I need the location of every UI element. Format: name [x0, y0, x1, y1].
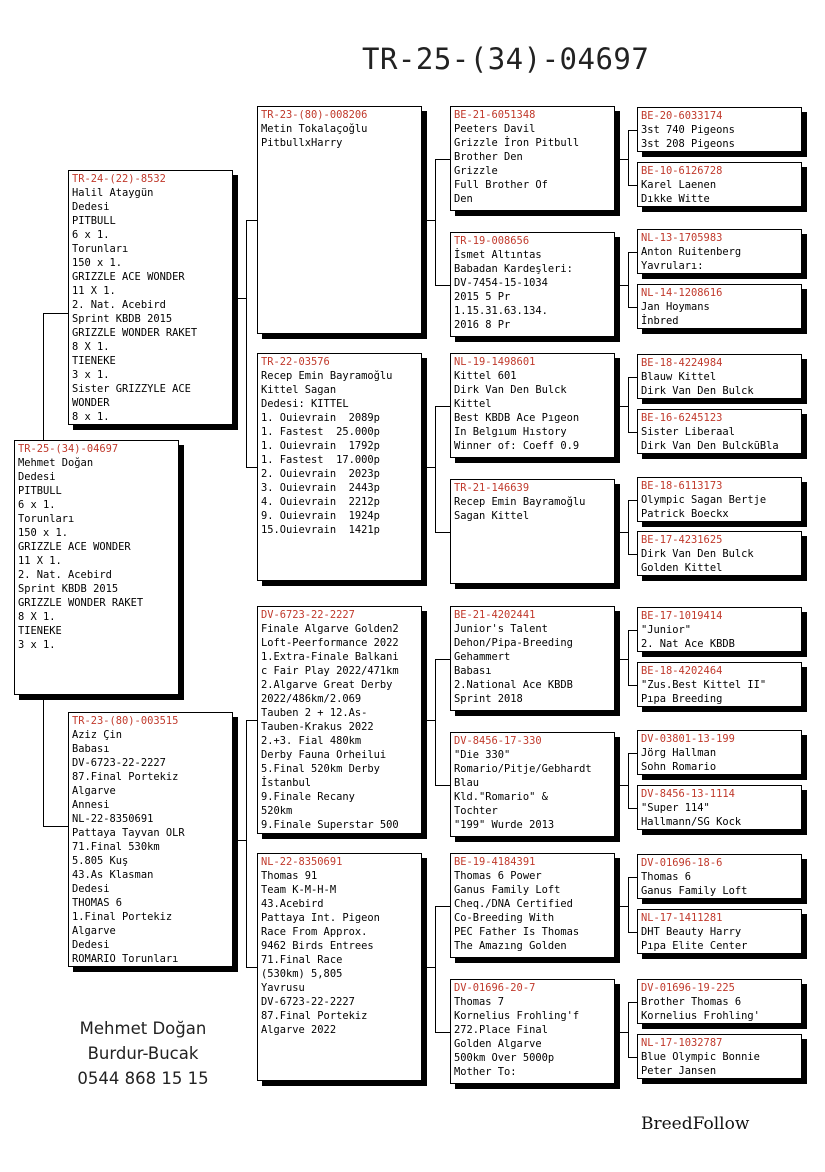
connector-segment [435, 159, 450, 160]
pedigree-box [257, 106, 422, 334]
pedigree-line: Algarve [72, 925, 116, 937]
pedigree-line: Grizzle [454, 165, 498, 177]
pedigree-line: Yavrusu [261, 982, 305, 994]
pedigree-line: Dedesi [18, 471, 56, 483]
pedigree-box [637, 477, 802, 522]
connector-segment [435, 285, 450, 286]
pedigree-line: Sprint KBDB 2015 [72, 313, 173, 325]
pedigree-line: Recep Emin Bayramoğlu [261, 370, 393, 382]
pedigree-line: 2015 5 Pr [454, 291, 511, 303]
pedigree-line: Loft-Peerformance 2022 [261, 637, 399, 649]
connector-segment [620, 1032, 628, 1033]
connector-segment [620, 532, 628, 533]
pedigree-line: 15.Ouievrain 1421p [261, 524, 380, 536]
pedigree-line: Blue Olympic Bonnie [641, 1051, 760, 1063]
ring-number: DV-03801-13-199 [641, 733, 735, 745]
pedigree-line: Babası [454, 665, 492, 677]
connector-segment [628, 877, 629, 933]
pedigree-line: 8 X 1. [72, 341, 110, 353]
connector-segment [620, 785, 628, 786]
pedigree-line: Peeters Davil [454, 123, 536, 135]
pedigree-line: 150 x 1. [72, 257, 123, 269]
pedigree-line: Hallmann/SG Kock [641, 816, 742, 828]
ring-number: DV-6723-22-2227 [261, 609, 355, 621]
connector-segment [628, 877, 637, 878]
pedigree-line: 87.Final Portekiz [261, 1010, 368, 1022]
connector-segment [43, 313, 44, 440]
ring-number: TR-24-(22)-8532 [72, 173, 166, 185]
ring-number: BE-16-6245123 [641, 412, 723, 424]
ring-number: DV-01696-20-7 [454, 982, 536, 994]
pedigree-line: The Amazıng Golden [454, 940, 567, 952]
pedigree-line: Pıpa Elite Center [641, 940, 748, 952]
connector-segment [628, 130, 637, 131]
ring-number: DV-8456-17-330 [454, 735, 542, 747]
pedigree-line: 2. Ouievrain 2023p [261, 468, 380, 480]
pedigree-line: Jan Hoymans [641, 301, 710, 313]
pedigree-line: 272.Place Final [454, 1024, 548, 1036]
pedigree-line: Full Brother Of [454, 179, 548, 191]
pedigree-box [450, 732, 615, 837]
pedigree-line: Grizzle İron Pitbull [454, 137, 580, 149]
connector-segment [43, 695, 44, 827]
pedigree-line: Kittel 601 [454, 370, 517, 382]
pedigree-line: Derby Fauna Orheilui [261, 749, 387, 761]
pedigree-line: 1.Final Portekiz [72, 911, 173, 923]
connector-segment [628, 753, 637, 754]
pedigree-line: "199" Wurde 2013 [454, 819, 555, 831]
pedigree-line: 3 x 1. [18, 639, 56, 651]
connector-segment [628, 432, 637, 433]
pedigree-line: Brother Den [454, 151, 523, 163]
connector-segment [246, 220, 247, 468]
pedigree-line: Torunları [72, 243, 129, 255]
pedigree-line: Metin Tokalaçoğlu [261, 123, 368, 135]
pedigree-box [68, 712, 233, 967]
pedigree-line: 43.Acebird [261, 898, 324, 910]
ring-number: NL-22-8350691 [261, 856, 343, 868]
pedigree-line: 3. Ouievrain 2443p [261, 482, 380, 494]
pedigree-line: 8 x 1. [72, 411, 110, 423]
pedigree-line: Dıkke Witte [641, 193, 710, 205]
connector-segment [246, 467, 257, 468]
pedigree-line: TIENEKE [18, 625, 62, 637]
ring-number: DV-8456-13-1114 [641, 788, 735, 800]
pedigree-line: Annesi [72, 799, 110, 811]
connector-segment [628, 377, 637, 378]
pedigree-line: c Fair Play 2022/471km [261, 665, 399, 677]
connector-segment [246, 967, 257, 968]
pedigree-line: 11 X 1. [18, 555, 62, 567]
connector-segment [435, 659, 450, 660]
pedigree-line: Dedesi: KITTEL [261, 398, 349, 410]
pedigree-line: 6 x 1. [72, 229, 110, 241]
owner-contact [68, 1016, 218, 1091]
pedigree-title: TR-25-(34)-04697 [362, 42, 650, 76]
ring-number: NL-17-1032787 [641, 1037, 723, 1049]
ring-number: TR-23-(80)-008206 [261, 109, 368, 121]
pedigree-line: Mother To: [454, 1066, 517, 1078]
connector-segment [435, 532, 450, 533]
pedigree-box [450, 853, 615, 958]
connector-segment [620, 159, 628, 160]
pedigree-line: Ganus Family Loft [454, 884, 561, 896]
pedigree-line: Blauw Kittel [641, 371, 717, 383]
pedigree-box [257, 606, 422, 834]
pedigree-line: 1.Extra-Finale Balkani [261, 651, 399, 663]
pedigree-line: Sohn Romario [641, 761, 717, 773]
pedigree-line: Dirk Van Den Bulck [641, 548, 754, 560]
ring-number: NL-19-1498601 [454, 356, 536, 368]
pedigree-line: PITBULL [72, 215, 116, 227]
connector-segment [435, 906, 450, 907]
pedigree-line: Dedesi [72, 883, 110, 895]
pedigree-line: "Zus.Best Kittel II" [641, 679, 767, 691]
pedigree-line: 9.Finale Recany [261, 791, 355, 803]
pedigree-line: THOMAS 6 [72, 897, 123, 909]
pedigree-line: Pattaya Tayvan OLR [72, 827, 185, 839]
pedigree-line: Mehmet Doğan [18, 457, 94, 469]
pedigree-box [637, 979, 802, 1024]
connector-segment [628, 500, 637, 501]
pedigree-box [68, 170, 233, 425]
pedigree-box [450, 232, 615, 337]
connector-segment [427, 967, 435, 968]
pedigree-box [450, 353, 615, 458]
pedigree-line: In Belgıum Hıstory [454, 426, 567, 438]
pedigree-line: 87.Final Portekiz [72, 771, 179, 783]
connector-segment [427, 467, 435, 468]
pedigree-line: "Super 114" [641, 802, 710, 814]
connector-segment [435, 1032, 450, 1033]
owner-phone: 0544 868 15 15 [77, 1069, 209, 1088]
pedigree-line: Den [454, 193, 473, 205]
ring-number: BE-18-4202464 [641, 665, 723, 677]
pedigree-line: Tauben-Krakus 2022 [261, 721, 374, 733]
pedigree-line: 2. Nat Ace KBDB [641, 638, 735, 650]
pedigree-box [450, 106, 615, 211]
connector-segment [427, 220, 435, 221]
pedigree-line: Team K-M-H-M [261, 884, 337, 896]
pedigree-line: DV-7454-15-1034 [454, 277, 548, 289]
connector-segment [628, 808, 637, 809]
pedigree-line: Sprint 2018 [454, 693, 523, 705]
pedigree-line: Pıpa Breeding [641, 693, 723, 705]
pedigree-line: Kornelius Frohling' [641, 1010, 760, 1022]
owner-name: Mehmet Doğan [79, 1019, 207, 1038]
pedigree-box [637, 107, 802, 152]
pedigree-line: Dirk Van Den Bulck [454, 384, 567, 396]
connector-segment [628, 307, 637, 308]
connector-segment [435, 406, 436, 533]
pedigree-line: Sagan Kittel [454, 510, 530, 522]
connector-segment [43, 826, 68, 827]
pedigree-box [257, 853, 422, 1081]
ring-number: BE-18-6113173 [641, 480, 723, 492]
pedigree-line: Dirk Van Den BulckūBla [641, 440, 779, 452]
connector-segment [246, 720, 247, 968]
ring-number: BE-18-4224984 [641, 357, 723, 369]
owner-city: Burdur-Bucak [87, 1044, 199, 1063]
pedigree-line: 1. Ouievrain 2089p [261, 412, 380, 424]
connector-segment [435, 406, 450, 407]
pedigree-box [637, 730, 802, 775]
pedigree-box [637, 785, 802, 830]
pedigree-line: DV-6723-22-2227 [261, 996, 355, 1008]
pedigree-line: Tochter [454, 805, 498, 817]
pedigree-line: Ganus Family Loft [641, 885, 748, 897]
pedigree-line: Karel Laenen [641, 179, 717, 191]
connector-segment [628, 1057, 637, 1058]
connector-segment [427, 720, 435, 721]
pedigree-line: Golden Algarve [454, 1038, 542, 1050]
pedigree-line: GRIZZLE ACE WONDER [72, 271, 185, 283]
pedigree-line: Brother Thomas 6 [641, 996, 742, 1008]
pedigree-line: Kittel [454, 398, 492, 410]
pedigree-line: "Die 330" [454, 749, 511, 761]
pedigree-line: TIENEKE [72, 355, 116, 367]
pedigree-line: Thomas 6 [641, 871, 692, 883]
connector-segment [628, 130, 629, 186]
pedigree-box [450, 979, 615, 1084]
ring-number: TR-19-008656 [454, 235, 530, 247]
connector-segment [238, 840, 246, 841]
connector-segment [620, 406, 628, 407]
ring-number: BE-19-4184391 [454, 856, 536, 868]
pedigree-box [637, 909, 802, 954]
pedigree-line: Thomas 7 [454, 996, 505, 1008]
connector-segment [620, 659, 628, 660]
connector-segment [628, 554, 637, 555]
pedigree-line: GRIZZLE ACE WONDER [18, 541, 131, 553]
pedigree-line: Babası [72, 743, 110, 755]
pedigree-line: Dirk Van Den Bulck [641, 385, 754, 397]
pedigree-line: PitbullxHarry [261, 137, 343, 149]
pedigree-line: 9. Ouievrain 1924p [261, 510, 380, 522]
pedigree-line: 2.Algarve Great Derby [261, 679, 393, 691]
pedigree-line: Sprint KBDB 2015 [18, 583, 119, 595]
pedigree-line: 2016 8 Pr [454, 319, 511, 331]
connector-segment [246, 720, 257, 721]
pedigree-line: İstanbul [261, 777, 312, 789]
pedigree-line: Recep Emin Bayramoğlu [454, 496, 586, 508]
pedigree-line: Finale Algarve Golden2 [261, 623, 399, 635]
pedigree-line: 6 x 1. [18, 499, 56, 511]
ring-number: NL-14-1208616 [641, 287, 723, 299]
pedigree-line: Patrick Boeckx [641, 508, 729, 520]
pedigree-line: Kld."Romario" & [454, 791, 548, 803]
pedigree-box [637, 1034, 802, 1079]
connector-segment [628, 630, 637, 631]
pedigree-line: PEC Father Is Thomas [454, 926, 580, 938]
pedigree-line: 2022/486km/2.069 [261, 693, 362, 705]
ring-number: BE-21-4202441 [454, 609, 536, 621]
pedigree-box [257, 353, 422, 581]
connector-segment [628, 630, 629, 686]
ring-number: TR-21-146639 [454, 482, 530, 494]
ring-number: DV-01696-19-225 [641, 982, 735, 994]
connector-segment [628, 185, 637, 186]
connector-segment [435, 159, 436, 286]
pedigree-line: 520km [261, 805, 293, 817]
connector-segment [620, 906, 628, 907]
connector-segment [246, 220, 257, 221]
pedigree-line: 3st 740 Pigeons [641, 124, 735, 136]
pedigree-line: 2.+3. Fial 480km [261, 735, 362, 747]
ring-number: TR-25-(34)-04697 [18, 443, 119, 455]
pedigree-line: 71.Final 530km [72, 841, 160, 853]
pedigree-line: Halil Ataygün [72, 187, 154, 199]
pedigree-line: Romario/Pitje/Gebhardt [454, 763, 592, 775]
pedigree-line: 3 x 1. [72, 369, 110, 381]
pedigree-line: Sister GRIZZYLE ACE [72, 383, 191, 395]
pedigree-line: 2. Nat. Acebird [18, 569, 112, 581]
connector-segment [238, 298, 246, 299]
pedigree-line: Torunları [18, 513, 75, 525]
pedigree-line: 71.Final Race [261, 954, 343, 966]
ring-number: TR-22-03576 [261, 356, 330, 368]
connector-segment [435, 906, 436, 1033]
pedigree-line: 3st 208 Pigeons [641, 138, 735, 150]
ring-number: BE-17-1019414 [641, 610, 723, 622]
pedigree-line: İsmet Altıntas [454, 249, 542, 261]
pedigree-box [637, 284, 802, 329]
pedigree-line: DHT Beauty Harry [641, 926, 742, 938]
pedigree-line: İnbred [641, 315, 679, 327]
pedigree-box [637, 409, 802, 454]
pedigree-line: Thomas 6 Power [454, 870, 542, 882]
pedigree-line: Aziz Çin [72, 729, 123, 741]
pedigree-line: Pattaya Int. Pigeon [261, 912, 380, 924]
pedigree-line: Kittel Sagan [261, 384, 337, 396]
pedigree-line: GRIZZLE WONDER RAKET [72, 327, 198, 339]
connector-segment [628, 685, 637, 686]
ring-number: DV-01696-18-6 [641, 857, 723, 869]
pedigree-line: Dedesi [72, 939, 110, 951]
pedigree-line: 2. Nat. Acebird [72, 299, 166, 311]
pedigree-box [14, 440, 179, 695]
pedigree-line: 500km Over 5000p [454, 1052, 555, 1064]
pedigree-line: Junior's Talent [454, 623, 548, 635]
pedigree-line: Thomas 91 [261, 870, 318, 882]
pedigree-line: 11 X 1. [72, 285, 116, 297]
pedigree-line: Dedesi [72, 201, 110, 213]
pedigree-line: (530km) 5,805 [261, 968, 343, 980]
pedigree-box [637, 662, 802, 707]
connector-segment [628, 500, 629, 555]
connector-segment [628, 252, 637, 253]
connector-segment [628, 753, 629, 809]
connector-segment [628, 252, 629, 308]
ring-number: TR-23-(80)-003515 [72, 715, 179, 727]
pedigree-line: 8 X 1. [18, 611, 56, 623]
pedigree-line: 9.Finale Superstar 500 [261, 819, 399, 831]
pedigree-line: Jörg Hallman [641, 747, 717, 759]
pedigree-box [637, 354, 802, 399]
connector-segment [628, 1002, 629, 1058]
pedigree-line: 1.15.31.63.134. [454, 305, 548, 317]
pedigree-line: Gehammert [454, 651, 511, 663]
pedigree-box [637, 531, 802, 576]
pedigree-line: Anton Ruitenberg [641, 246, 742, 258]
pedigree-line: Algarve [72, 785, 116, 797]
pedigree-line: Dehon/Pipa-Breeding [454, 637, 573, 649]
pedigree-line: Peter Jansen [641, 1065, 717, 1077]
pedigree-line: Babadan Kardeşleri: [454, 263, 573, 275]
brand-label: BreedFollow [641, 1114, 750, 1134]
pedigree-line: 5.Final 520km Derby [261, 763, 380, 775]
pedigree-line: 5.805 Kuş [72, 855, 129, 867]
pedigree-line: WONDER [72, 397, 110, 409]
connector-segment [43, 313, 68, 314]
pedigree-line: Winner of: Coeff 0.9 [454, 440, 580, 452]
ring-number: BE-10-6126728 [641, 165, 723, 177]
pedigree-line: 1. Ouievrain 1792p [261, 440, 380, 452]
pedigree-box [637, 162, 802, 207]
pedigree-line: NL-22-8350691 [72, 813, 154, 825]
connector-segment [620, 285, 628, 286]
pedigree-line: Race From Approx. [261, 926, 368, 938]
connector-segment [628, 932, 637, 933]
pedigree-line: Yavruları: [641, 260, 704, 272]
pedigree-line: 43.As Klasman [72, 869, 154, 881]
pedigree-line: 4. Ouievrain 2212p [261, 496, 380, 508]
pedigree-line: Golden Kittel [641, 562, 723, 574]
pedigree-line: 2.National Ace KBDB [454, 679, 573, 691]
ring-number: BE-17-4231625 [641, 534, 723, 546]
pedigree-line: 1. Fastest 17.000p [261, 454, 380, 466]
ring-number: NL-17-1411281 [641, 912, 723, 924]
connector-segment [628, 1002, 637, 1003]
pedigree-box [450, 606, 615, 711]
pedigree-line: Blau [454, 777, 480, 789]
connector-segment [628, 377, 629, 433]
pedigree-line: Co-Breeding With [454, 912, 555, 924]
ring-number: BE-21-6051348 [454, 109, 536, 121]
pedigree-box [637, 854, 802, 899]
pedigree-line: Best KBDB Ace Pıgeon [454, 412, 580, 424]
pedigree-line: Algarve 2022 [261, 1024, 337, 1036]
connector-segment [435, 659, 436, 786]
pedigree-box [637, 607, 802, 652]
pedigree-line: Sister Liberaal [641, 426, 735, 438]
ring-number: NL-13-1705983 [641, 232, 723, 244]
pedigree-line: Tauben 2 + 12.As- [261, 707, 368, 719]
pedigree-line: Kornelius Frohling'f [454, 1010, 580, 1022]
pedigree-line: 9462 Birds Entrees [261, 940, 374, 952]
pedigree-box [637, 229, 802, 274]
pedigree-line: DV-6723-22-2227 [72, 757, 166, 769]
ring-number: BE-20-6033174 [641, 110, 723, 122]
pedigree-line: 150 x 1. [18, 527, 69, 539]
pedigree-line: 1. Fastest 25.000p [261, 426, 380, 438]
pedigree-line: "Junior" [641, 624, 692, 636]
pedigree-line: Olympic Sagan Bertje [641, 494, 767, 506]
pedigree-box [450, 479, 615, 584]
pedigree-line: ROMARIO Torunları [72, 953, 179, 965]
pedigree-line: Cheq./DNA Certified [454, 898, 573, 910]
pedigree-line: PITBULL [18, 485, 62, 497]
pedigree-line: GRIZZLE WONDER RAKET [18, 597, 144, 609]
connector-segment [435, 785, 450, 786]
